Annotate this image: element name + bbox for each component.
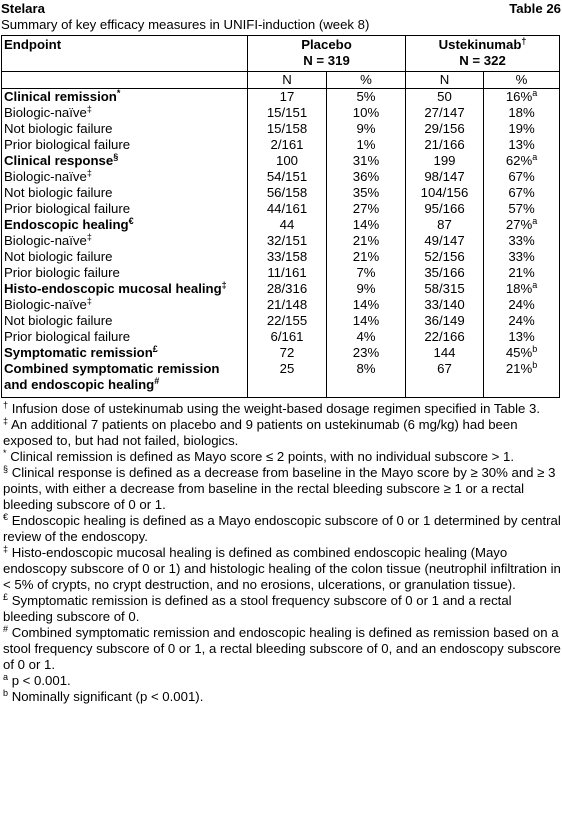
endpoint-label: Not biologic failure: [4, 121, 113, 136]
placebo-pct-cell: [327, 345, 406, 361]
placebo-pct-cell: [327, 361, 406, 398]
endpoint-cell: [2, 233, 248, 249]
footnote-mark: #: [3, 624, 9, 634]
endpoint-footnote-mark: ‡: [221, 280, 227, 290]
ustekinumab-n-cell: [406, 345, 484, 361]
placebo-n-cell: [248, 185, 327, 201]
placebo-n-cell: [248, 249, 327, 265]
table-row: [2, 201, 560, 217]
placebo-pct-cell: [327, 89, 406, 106]
table-row: [2, 297, 560, 313]
table-body: [2, 89, 560, 398]
table-row: [2, 313, 560, 329]
ustekinumab-pct-column-header: %: [484, 72, 560, 89]
footnote-mark: £: [3, 592, 9, 602]
ustekinumab-pct-cell-value: 16%: [505, 89, 533, 104]
ustekinumab-pct-cell: [484, 345, 560, 361]
placebo-n-cell-value: 22/155: [266, 313, 308, 328]
placebo-pct-cell-value: 14%: [352, 313, 380, 328]
ustekinumab-pct-cell: [484, 249, 560, 265]
ustekinumab-n-cell: [406, 265, 484, 281]
placebo-pct-cell: [327, 153, 406, 169]
placebo-n-cell-value: 15/158: [266, 121, 308, 136]
endpoint-footnote-mark: ‡: [86, 232, 92, 242]
placebo-pct-cell-value: 21%: [352, 249, 380, 264]
placebo-pct-cell: [327, 169, 406, 185]
endpoint-cell: [2, 89, 248, 106]
placebo-n-cell-value: 44/161: [266, 201, 308, 216]
ustekinumab-pct-cell-value: 18%: [505, 281, 533, 296]
placebo-n-cell: [248, 217, 327, 233]
ustekinumab-n-cell-value: 95/166: [424, 201, 465, 216]
ustekinumab-pct-cell-value: 21%: [508, 265, 535, 280]
placebo-n-cell: [248, 329, 327, 345]
placebo-header: [248, 36, 406, 72]
ustekinumab-pct-cell: [484, 137, 560, 153]
endpoint-cell: [2, 137, 248, 153]
table-row: [2, 137, 560, 153]
ustekinumab-n-cell: [406, 121, 484, 137]
placebo-pct-cell: [327, 329, 406, 345]
placebo-n-cell-value: 28/316: [266, 281, 308, 296]
table-row: [2, 105, 560, 121]
ustekinumab-n-cell-value: 29/156: [424, 121, 465, 136]
ustekinumab-n-cell: [406, 201, 484, 217]
endpoint-label: Clinical remission: [4, 89, 117, 104]
ustekinumab-n-cell-value: 50: [437, 89, 452, 104]
footnote: [3, 465, 561, 513]
placebo-pct-cell: [327, 313, 406, 329]
ustekinumab-n-cell-value: 144: [433, 345, 456, 360]
endpoint-footnote-mark: £: [152, 344, 158, 354]
footnote: [3, 689, 561, 705]
ustekinumab-n-cell-value: 27/147: [424, 105, 465, 120]
placebo-n-cell-value: 25: [279, 361, 295, 376]
endpoint-header: Endpoint: [2, 36, 248, 72]
ustekinumab-pct-cell: [484, 329, 560, 345]
placebo-n-cell: [248, 361, 327, 398]
footnote-text: Clinical response is defined as a decrease from baseline in the Mayo score by ≥ 30% and ≥ 3 points, with either a decrease from baseline in the rectal bleeding subscore ≥ 1 or a rectal bleeding subscore of 0 or 1.: [3, 465, 556, 512]
endpoint-footnote-mark: ‡: [86, 104, 92, 114]
footnote: [3, 673, 561, 689]
product-name: Stelara: [1, 1, 45, 16]
significance-mark: a: [532, 88, 538, 98]
placebo-n-cell: [248, 137, 327, 153]
ustekinumab-pct-cell-value: 33%: [508, 249, 535, 264]
table-row: [2, 169, 560, 185]
ustekinumab-pct-cell: [484, 233, 560, 249]
placebo-pct-cell-value: 14%: [352, 217, 380, 232]
ustekinumab-pct-cell-value: 27%: [505, 217, 533, 232]
endpoint-footnote-mark: §: [113, 152, 119, 162]
footnote-text: Nominally significant (p < 0.001).: [11, 689, 204, 704]
ustekinumab-n-cell-value: 58/315: [424, 281, 465, 296]
endpoint-label: Histo-endoscopic mucosal healing: [4, 281, 222, 296]
endpoint-cell: [2, 153, 248, 169]
footnote: [3, 513, 561, 545]
ustekinumab-n-cell: [406, 313, 484, 329]
placebo-pct-cell-value: 9%: [356, 121, 376, 136]
endpoint-label: Not biologic failure: [4, 313, 113, 328]
significance-mark: a: [532, 280, 538, 290]
table-row: [2, 361, 560, 398]
placebo-pct-cell-value: 35%: [352, 185, 380, 200]
endpoint-label: Not biologic failure: [4, 249, 113, 264]
ustekinumab-pct-cell-value: 33%: [508, 233, 535, 248]
ustekinumab-n: N = 322: [459, 53, 506, 68]
endpoint-cell: [2, 217, 248, 233]
ustekinumab-n-cell: [406, 329, 484, 345]
placebo-n-cell-value: 2/161: [270, 137, 304, 152]
placebo-pct-cell-value: 10%: [352, 105, 380, 120]
placebo-pct-cell: [327, 249, 406, 265]
placebo-n-cell: [248, 233, 327, 249]
placebo-pct-cell-value: 8%: [356, 361, 376, 376]
placebo-n-cell: [248, 281, 327, 297]
ustekinumab-n-cell: [406, 233, 484, 249]
endpoint-cell: [2, 313, 248, 329]
footnote: [3, 545, 561, 593]
endpoint-footnote-mark: €: [128, 216, 134, 226]
placebo-pct-cell-value: 21%: [352, 233, 380, 248]
footnote-mark: €: [3, 512, 9, 522]
ustekinumab-pct-cell-value: 67%: [508, 169, 535, 184]
endpoint-label: Biologic-naïve: [4, 105, 87, 120]
ustekinumab-n-cell: [406, 105, 484, 121]
placebo-pct-cell: [327, 233, 406, 249]
ustekinumab-pct-cell-value: 18%: [508, 105, 535, 120]
placebo-n-cell: [248, 153, 327, 169]
placebo-n-cell: [248, 265, 327, 281]
placebo-pct-cell-value: 4%: [356, 329, 376, 344]
footnote-mark: ‡: [3, 544, 9, 554]
footnote-text: Histo-endoscopic mucosal healing is defined as combined endoscopic healing (Mayo endoscopy subscore of 0 or 1) and histologic healing of the colon tissue (neutrophil infiltration in < 5% of crypts, no crypt destruction, and no erosions, ulcerations, or granulation tissue).: [3, 545, 561, 592]
footnote-text: Endoscopic healing is defined as a Mayo endoscopic subscore of 0 or 1 determined by central review of the endoscopy.: [3, 513, 561, 544]
endpoint-cell: [2, 169, 248, 185]
placebo-n-cell-value: 15/151: [266, 105, 308, 120]
ustekinumab-n-cell-value: 49/147: [424, 233, 465, 248]
endpoint-label: Not biologic failure: [4, 185, 113, 200]
footnotes: [1, 401, 561, 705]
placebo-pct-cell-value: 27%: [352, 201, 380, 216]
ustekinumab-n-cell-value: 199: [433, 153, 456, 168]
footnote-text: p < 0.001.: [11, 673, 71, 688]
ustekinumab-n-cell-value: 67: [437, 361, 452, 376]
footnote-text: An additional 7 patients on placebo and 9 patients on ustekinumab (6 mg/kg) had been exposed to, but had not failed, biologics.: [3, 417, 518, 448]
table-row: [2, 249, 560, 265]
placebo-pct-cell: [327, 201, 406, 217]
footnote-text: Symptomatic remission is defined as a stool frequency subscore of 0 or 1 and a rectal bleeding subscore of 0.: [3, 593, 512, 624]
ustekinumab-n-cell-value: 21/166: [424, 137, 465, 152]
footnote-mark: §: [3, 464, 9, 474]
placebo-pct-cell: [327, 105, 406, 121]
ustekinumab-pct-cell: [484, 153, 560, 169]
placebo-n-cell-value: 21/148: [266, 297, 308, 312]
ustekinumab-pct-cell-value: 24%: [508, 313, 535, 328]
placebo-pct-cell: [327, 265, 406, 281]
table-row: [2, 89, 560, 106]
endpoint-cell: [2, 105, 248, 121]
ustekinumab-n-cell: [406, 249, 484, 265]
ustekinumab-pct-cell: [484, 121, 560, 137]
footnote: [3, 449, 561, 465]
ustekinumab-pct-cell: [484, 297, 560, 313]
endpoint-cell: [2, 121, 248, 137]
placebo-pct-cell: [327, 297, 406, 313]
ustekinumab-n-cell: [406, 89, 484, 106]
ustekinumab-pct-cell-value: 13%: [508, 137, 535, 152]
table-row: [2, 217, 560, 233]
endpoint-label: Biologic-naïve: [4, 233, 87, 248]
endpoint-cell: [2, 345, 248, 361]
placebo-n-cell: [248, 121, 327, 137]
ustekinumab-pct-cell-value: 19%: [508, 121, 535, 136]
endpoint-label: Biologic-naïve: [4, 169, 87, 184]
placebo-n-cell-value: 11/161: [267, 265, 307, 280]
ustekinumab-n-cell-value: 98/147: [424, 169, 465, 184]
ustekinumab-pct-cell-value: 62%: [505, 153, 533, 168]
placebo-n-cell-value: 54/151: [266, 169, 308, 184]
table-row: [2, 345, 560, 361]
placebo-n: N = 319: [303, 53, 350, 68]
ustekinumab-n-cell-value: 87: [437, 217, 452, 232]
endpoint-cell: [2, 185, 248, 201]
ustekinumab-pct-cell-value: 45%: [505, 345, 533, 360]
footnote-mark: *: [3, 448, 7, 458]
ustekinumab-n-column-header: N: [406, 72, 484, 89]
ustekinumab-pct-cell-value: 21%: [505, 361, 533, 376]
ustekinumab-n-cell: [406, 185, 484, 201]
placebo-n-cell: [248, 345, 327, 361]
ustekinumab-n-cell: [406, 281, 484, 297]
ustekinumab-pct-cell-value: 57%: [508, 201, 535, 216]
endpoint-label: Combined symptomatic remission: [4, 361, 220, 376]
ustekinumab-n-cell: [406, 361, 484, 398]
significance-mark: b: [532, 344, 538, 354]
endpoint-footnote-mark: ‡: [86, 296, 92, 306]
footnote-text: Infusion dose of ustekinumab using the weight-based dosage regimen specified in Table 3.: [11, 401, 541, 416]
significance-mark: a: [532, 152, 538, 162]
endpoint-label: Biologic-naïve: [4, 297, 87, 312]
footnote-mark: ‡: [3, 416, 9, 426]
placebo-pct-cell-value: 5%: [356, 89, 376, 104]
table-row: [2, 153, 560, 169]
footnote: [3, 593, 561, 625]
ustekinumab-pct-cell: [484, 281, 560, 297]
ustekinumab-pct-cell: [484, 265, 560, 281]
ustekinumab-n-cell-value: 104/156: [420, 185, 469, 200]
placebo-pct-cell: [327, 217, 406, 233]
endpoint-cell: [2, 361, 248, 398]
table-header-row: [1, 1, 561, 17]
ustekinumab-header: [406, 36, 560, 72]
endpoint-cell: [2, 201, 248, 217]
placebo-n-cell: [248, 297, 327, 313]
placebo-pct-cell: [327, 281, 406, 297]
footnote-text: Combined symptomatic remission and endoscopic healing is defined as remission based on a stool frequency subscore of 0 or 1, a rectal bleeding subscore of 0, and an endoscopy subscore of 0 or 1.: [3, 625, 561, 672]
endpoint-label: Prior biological failure: [4, 329, 131, 344]
ustekinumab-n-cell: [406, 297, 484, 313]
placebo-pct-cell-value: 23%: [352, 345, 380, 360]
ustekinumab-pct-cell: [484, 169, 560, 185]
endpoint-cell: [2, 249, 248, 265]
ustekinumab-pct-cell-value: 67%: [508, 185, 535, 200]
ustekinumab-pct-cell: [484, 201, 560, 217]
efficacy-table: [1, 35, 560, 398]
ustekinumab-pct-cell: [484, 89, 560, 106]
significance-mark: a: [532, 216, 538, 226]
ustekinumab-n-cell-value: 52/156: [424, 249, 465, 264]
ustekinumab-pct-cell: [484, 313, 560, 329]
endpoint-footnote-mark: ‡: [86, 168, 92, 178]
table-caption: Summary of key efficacy measures in UNIFI-induction (week 8): [1, 17, 370, 32]
placebo-n-cell-value: 33/158: [266, 249, 308, 264]
ustekinumab-n-cell-value: 33/140: [424, 297, 465, 312]
ustekinumab-n-cell: [406, 169, 484, 185]
placebo-n-cell: [248, 201, 327, 217]
table-row: [2, 121, 560, 137]
table-row: [2, 329, 560, 345]
placebo-label: Placebo: [301, 37, 352, 52]
ustekinumab-n-cell-value: 35/166: [424, 265, 465, 280]
placebo-pct-cell: [327, 137, 406, 153]
endpoint-subheader-blank: [2, 72, 248, 89]
placebo-pct-cell-value: 31%: [352, 153, 380, 168]
ustekinumab-label: Ustekinumab: [438, 37, 522, 52]
ustekinumab-n-cell: [406, 217, 484, 233]
footnote: [3, 417, 561, 449]
ustekinumab-pct-cell-value: 13%: [508, 329, 535, 344]
endpoint-cell: [2, 297, 248, 313]
endpoint-label: Symptomatic remission: [4, 345, 153, 360]
footnote: [3, 625, 561, 673]
placebo-n-cell-value: 17: [279, 89, 295, 104]
endpoint-label: Prior biological failure: [4, 137, 131, 152]
endpoint-cell: [2, 281, 248, 297]
placebo-n-cell-value: 72: [279, 345, 295, 360]
placebo-n-cell: [248, 105, 327, 121]
placebo-pct-cell: [327, 121, 406, 137]
placebo-n-cell: [248, 313, 327, 329]
placebo-n-cell-value: 56/158: [266, 185, 308, 200]
placebo-pct-cell-value: 14%: [352, 297, 380, 312]
placebo-pct-cell-value: 9%: [356, 281, 376, 296]
table-row: [2, 233, 560, 249]
ustekinumab-pct-cell: [484, 105, 560, 121]
endpoint-footnote-mark: *: [116, 88, 121, 98]
endpoint-label: Prior biological failure: [4, 201, 131, 216]
ustekinumab-n-cell-value: 22/166: [424, 329, 465, 344]
placebo-pct-cell: [327, 185, 406, 201]
placebo-n-cell: [248, 89, 327, 106]
ustekinumab-n-cell: [406, 137, 484, 153]
endpoint-label: Prior biologic failure: [4, 265, 120, 280]
ustekinumab-pct-cell: [484, 185, 560, 201]
ustekinumab-n-cell-value: 36/149: [424, 313, 465, 328]
footnote-mark: b: [3, 688, 9, 698]
table-row: [2, 185, 560, 201]
placebo-n-cell-value: 100: [275, 153, 298, 168]
endpoint-label: Clinical response: [4, 153, 114, 168]
placebo-n-column-header: N: [248, 72, 327, 89]
endpoint-cell: [2, 329, 248, 345]
footnote-mark: †: [3, 400, 9, 410]
placebo-pct-column-header: %: [327, 72, 406, 89]
endpoint-cell: [2, 265, 248, 281]
placebo-pct-cell-value: 1%: [356, 137, 376, 152]
endpoint-footnote-mark: #: [154, 376, 160, 386]
endpoint-label-line2: and endoscopic healing: [4, 377, 155, 392]
table-number: Table 26: [509, 1, 561, 16]
table-row: [2, 265, 560, 281]
endpoint-label: Endoscopic healing: [4, 217, 129, 232]
significance-mark: b: [532, 360, 538, 370]
placebo-n-cell-value: 32/151: [266, 233, 308, 248]
ustekinumab-pct-cell: [484, 217, 560, 233]
placebo-pct-cell-value: 36%: [352, 169, 380, 184]
footnote-mark: a: [3, 672, 9, 682]
footnote: [3, 401, 561, 417]
placebo-n-cell: [248, 169, 327, 185]
table-row: [2, 281, 560, 297]
placebo-n-cell-value: 44: [279, 217, 295, 232]
ustekinumab-n-cell: [406, 153, 484, 169]
footnote-text: Clinical remission is defined as Mayo score ≤ 2 points, with no individual subscore > 1.: [10, 449, 515, 464]
ustekinumab-footnote-mark: †: [521, 36, 527, 46]
placebo-pct-cell-value: 7%: [356, 265, 376, 280]
placebo-n-cell-value: 6/161: [270, 329, 304, 344]
ustekinumab-pct-cell: [484, 361, 560, 398]
ustekinumab-pct-cell-value: 24%: [508, 297, 535, 312]
